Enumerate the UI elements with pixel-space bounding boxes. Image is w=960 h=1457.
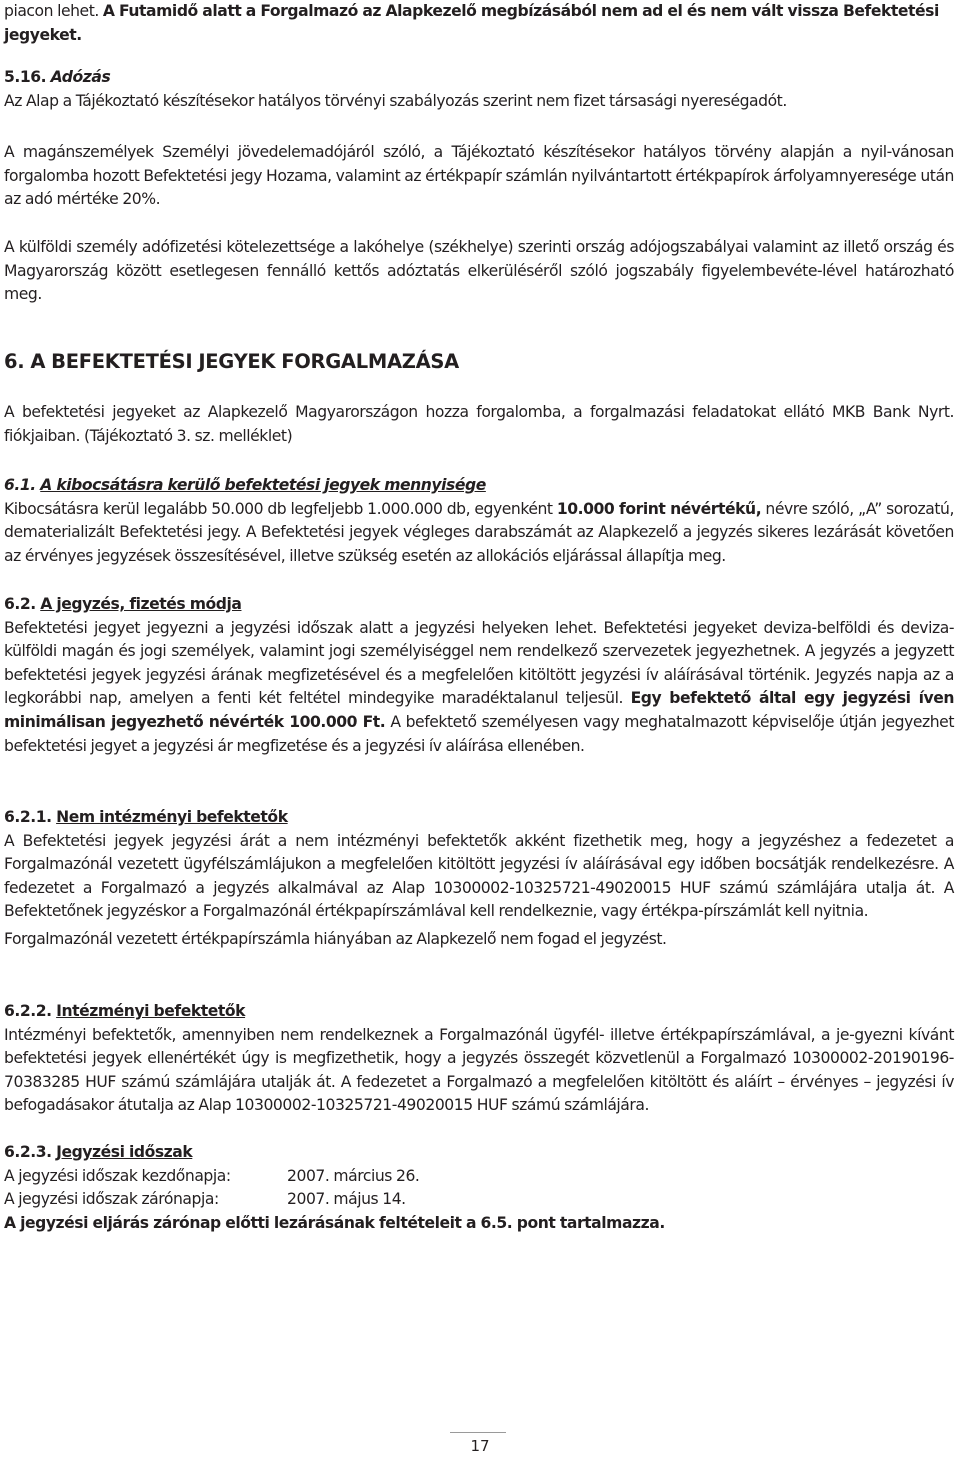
section-6-text: A befektetési jegyeket az Alapkezelő Magyarországon hozza forgalomba, a forgalmazási feladatokat ellátó MKB Bank Nyrt. fiókjaiban. (Tájékoztató 3. sz. melléklet) [4, 403, 954, 445]
minimum-subscription-text: Egy befektető által egy jegyzési íven minimálisan jegyezhető névérték 100.000 Ft. [4, 689, 955, 731]
section-text-2: Forgalmazónál vezetett értékpapírszámla hiányában az Alapkezelő nem fogad el jegyzést. [4, 929, 667, 948]
section-number: 6.2. [4, 595, 41, 613]
section-number: 6.2.1. [4, 808, 57, 826]
end-date: 2007. május 14. [287, 1190, 406, 1209]
start-label: A jegyzési időszak kezdőnapja: [4, 1166, 231, 1185]
tax-paragraph-residents: A magánszemélyek Személyi jövedelemadójáról szóló, a Tájékoztató készítésekor hatályos törvény alapján a nyil-vánosan forgalomba hozott Befektetési jegy Hozama, valamint az értékpapír számlán nyilvántartott értékpapírok árfolyamnyeresége után az adó mértéke 20%. [4, 143, 954, 209]
section-title: Jegyzési időszak [56, 1143, 193, 1161]
section-6-heading: 6. A BEFEKTETÉSI JEGYEK FORGALMAZÁSA [4, 350, 459, 373]
section-6-2-2 [4, 1000, 954, 1118]
tax-paragraph-foreign: A külföldi személy adófizetési kötelezettsége a lakóhelye (székhelye) szerinti ország adójogszabályai valamint az illető ország és Magyarország között esetlegesen fennálló kettős adóztatás elkerüléséről szóló jogszabály figyelembevéte-lével határozható meg. [4, 238, 954, 304]
section-title: A jegyzés, fizetés módja [40, 595, 242, 613]
footer-divider [450, 1432, 506, 1433]
intro-text: piacon lehet. [4, 2, 103, 20]
intro-bold-text-cont: jegyeket. [4, 25, 82, 44]
section-number: 6.2.3. [4, 1143, 57, 1161]
section-6-2 [4, 593, 954, 758]
end-label: A jegyzési időszak zárónapja: [4, 1190, 219, 1209]
section-text: A Befektetési jegyek jegyzési árát a nem intézményi befektetők akként fizethetik meg, hogy a jegyzéshez a fedezetet a Forgalmazónál vezetett ügyfélszámlájukon a megfelelően kitöltött jegyzési ív aláírásával egy időben bocsátják rendelkezésre. A fedezetet a Forgalmazó a jegyzés alkalmával az Alap 10300002-10325721-49020015 HUF számú számlájára utalja át. A Befektetőnek jegyzéskor a Forgalmazónál értékpapírszámlával kell rendelkeznie, vagy értékpa-pírszámlát kell nyitnia. [4, 831, 954, 921]
section-title: A kibocsátásra kerülő befektetési jegyek mennyisége [40, 476, 486, 494]
section-title: Adózás [50, 68, 111, 86]
section-number: 5.16. [4, 68, 51, 86]
section-text: Intézményi befektetők, amennyiben nem rendelkeznek a Forgalmazónál ügyfél- illetve értékpapírszámlával, a je-gyezni kívánt befektetési jegyek ellenértékét úgy is megfizethetik, hogy a jegyzés összegét közvetlenül a Forgalmazó 10300002-20190196-70383285 HUF számú számlájára utalják át. A fedezetet a Forgalmazó a megfelelően kitöltött és aláírt – érvényes – jegyzési ív befogadásakor átutalja az Alap 10300002-10325721-49020015 HUF számú számlájára. [4, 1025, 954, 1115]
nominal-value-text: 10.000 forint névértékű, [556, 499, 762, 518]
section-number: 6.2.2. [4, 1002, 57, 1020]
section-6-2-3 [4, 1141, 954, 1235]
section-text: Az Alap a Tájékoztató készítésekor hatályos törvényi szabályozás szerint nem fizet társasági nyereségadót. [4, 91, 787, 110]
subscription-start-row [4, 1165, 954, 1189]
section-title: Nem intézményi befektetők [56, 808, 288, 826]
section-number: 6.1. [4, 476, 41, 494]
section-5-16 [4, 66, 954, 113]
section-6-1 [4, 474, 954, 568]
page-number: 17 [470, 1437, 490, 1455]
section-title: Intézményi befektetők [56, 1002, 246, 1020]
section-6-2-1 [4, 806, 954, 952]
intro-paragraph [4, 0, 954, 47]
section-text: Befektetési jegyet jegyezni a jegyzési időszak alatt a jegyzési helyeken lehet. Befektetési jegyeket deviza-belföldi és deviza-külföldi magán és jogi személyek, valamint jogi személyiséggel nem rendelkező szervezetek jegyezhetnek. A jegyzés a jegyzett befektetési jegyek jegyzési árának megfizetésével és a megfelelően kitöltött jegyzési ív aláírásával történik. Jegyzés napja az a legkorábbi nap, amelyen a fenti két feltétel mindegyike maradéktalanul teljesül. Egy befektető által egy jegyzési íven minimálisan jegyezhető névérték 100.000 Ft. A befektető személyesen vagy meghatalmazott képviselője útján jegyezhet befektetési jegyet a jegyzési ár megfizetése és a jegyzési ív aláírása ellenében. [4, 618, 955, 755]
start-date: 2007. március 26. [287, 1166, 420, 1185]
intro-bold-text: A Futamidő alatt a Forgalmazó az Alapkezelő megbízásából nem ad el és nem vált vissza Befektetési [102, 2, 939, 20]
subscription-end-row [4, 1188, 954, 1212]
closing-note: A jegyzési eljárás zárónap előtti lezárásának feltételeit a 6.5. pont tartalmazza. [4, 1213, 665, 1232]
section-text: Kibocsátásra kerül legalább 50.000 db legfeljebb 1.000.000 db, egyenként 10.000 forint névértékű, névre szóló, „A” sorozatú, dematerializált Befektetési jegy. A Befektetési jegyek végleges darabszámát az Alapkezelő a jegyzés sikeres lezárását követően az érvényes jegyzések összesítésével, illetve szükség esetén az allokációs eljárással állapítja meg. [4, 499, 954, 565]
